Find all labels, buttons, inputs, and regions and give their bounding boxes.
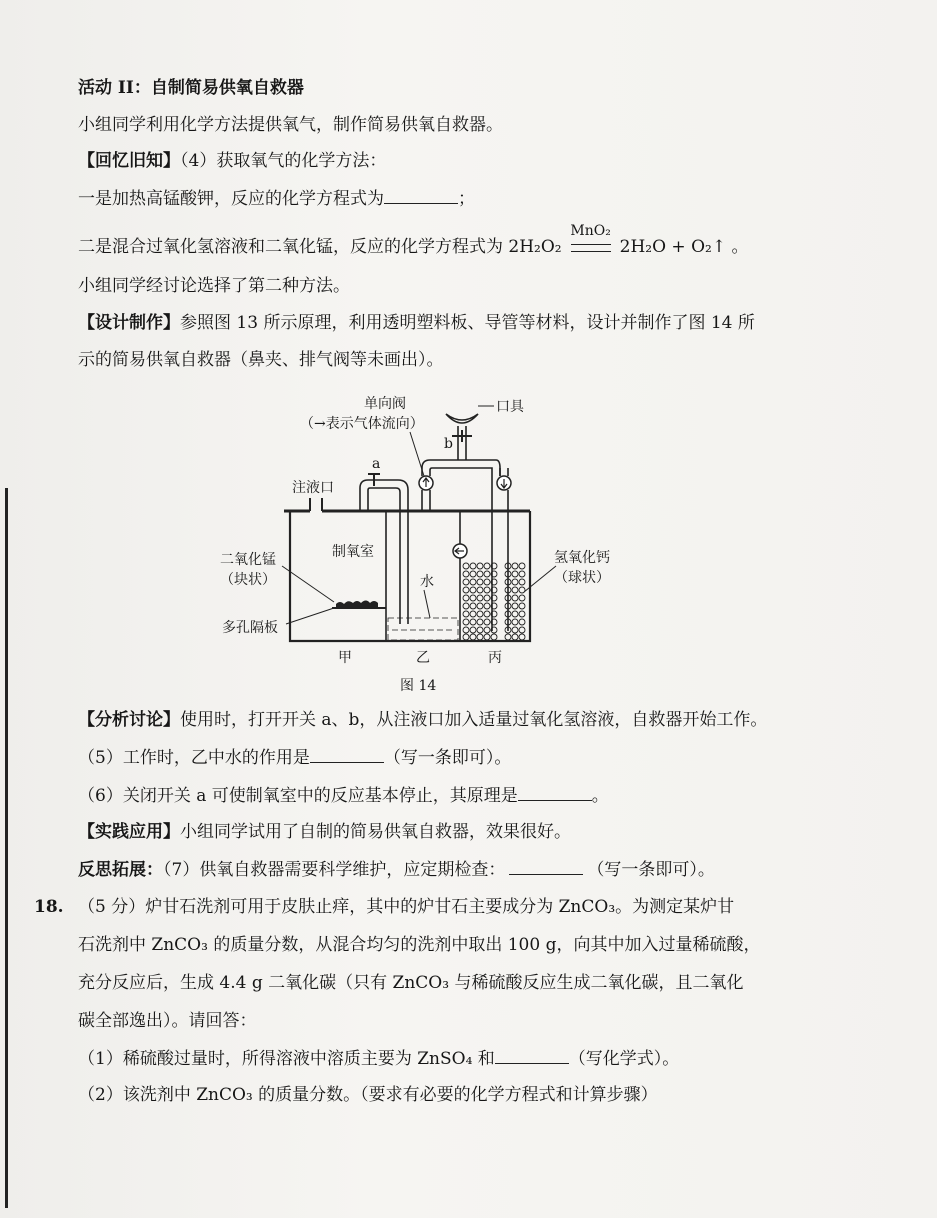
label-partition: 多孔隔板 (222, 620, 278, 636)
catalyst-label: MnO₂ (570, 223, 611, 239)
caoh2-balls (463, 563, 525, 640)
q6-text: （6）关闭开关 a 可使制氧室中的反应基本停止，其原理是 (78, 786, 518, 806)
method2-line (78, 223, 749, 258)
q18-sub1-end: （写化学式）。 (568, 1049, 680, 1069)
method2-text: 二是混合过氧化氢溶液和二氧化锰，反应的化学方程式为 2H₂O₂ (78, 237, 562, 257)
analysis-line (78, 709, 767, 731)
q18-sub2: （2）该洗剂中 ZnCO₃ 的质量分数。（要求有必要的化学方程式和计算步骤） (78, 1085, 658, 1105)
label-caoh2: 氢氧化钙 (554, 550, 610, 566)
answer-blank-18-1[interactable] (495, 1047, 569, 1064)
method1-end: ； (458, 189, 475, 209)
equation-arrow (568, 223, 614, 258)
intro-text: 小组同学利用化学方法提供氧气，制作简易供氧自救器。 (78, 115, 503, 135)
reflect-tag: 反思拓展： (78, 860, 163, 880)
label-valve-note: （→表示气体流向） (300, 416, 424, 432)
switch-b (452, 430, 472, 442)
label-caoh2-form: （球状） (554, 570, 610, 586)
recall-line (78, 150, 386, 172)
q18-line-1: （5 分）炉甘石洗剂可用于皮肤止痒，其中的炉甘石主要成分为 ZnCO₃。为测定某炉甘 (78, 897, 735, 917)
recall-text: （4）获取氧气的化学方法： (180, 151, 387, 171)
answer-blank-7[interactable] (509, 858, 583, 875)
choice-text: 小组同学经讨论选择了第二种方法。 (78, 276, 350, 296)
label-water: 水 (420, 574, 434, 590)
q18-number: 18. (34, 897, 64, 917)
design-line-1 (78, 312, 755, 334)
q5-text: （5）工作时，乙中水的作用是 (78, 748, 310, 768)
label-inlet: 注液口 (292, 480, 334, 496)
margin-line (5, 488, 8, 1208)
q18-line-2: 石洗剂中 ZnCO₃ 的质量分数，从混合均匀的洗剂中取出 100 g，向其中加入过量稀硫酸， (78, 935, 761, 955)
q18-sub1-line (78, 1047, 679, 1070)
answer-blank-5[interactable] (310, 746, 384, 763)
answer-blank-6[interactable] (518, 784, 592, 801)
q18-line-4: 碳全部逸出）。请回答： (78, 1011, 257, 1031)
design-tag: 【设计制作】 (78, 313, 180, 333)
container-outline (290, 511, 530, 641)
q5-line (78, 746, 511, 769)
reflect-text: （7）供氧自救器需要科学维护，应定期检查： (163, 860, 506, 880)
q18-line-3: 充分反应后，生成 4.4 g 二氧化碳（只有 ZnCO₃ 与稀硫酸反应生成二氧化碳，且二氧化 (78, 973, 744, 993)
figure-caption: 图 14 (400, 678, 437, 694)
design-line-2: 示的简易供氧自救器（鼻夹、排气阀等未画出）。 (78, 350, 444, 370)
method1-text: 一是加热高锰酸钾，反应的化学方程式为 (78, 189, 384, 209)
label-mno2: 二氧化锰 (220, 552, 276, 568)
q5-end: （写一条即可）。 (383, 748, 512, 768)
practice-tag: 【实践应用】 (78, 822, 180, 842)
design-text-1: 参照图 13 所示原理，利用透明塑料板、导管等材料，设计并制作了图 14 所 (180, 313, 755, 333)
label-mno2-form: （块状） (220, 572, 276, 588)
reflect-line (78, 858, 715, 881)
practice-line (78, 821, 571, 843)
label-mouthpiece: 口具 (496, 399, 524, 415)
analysis-text: 使用时，打开开关 a、b，从注液口加入适量过氧化氢溶液，自救器开始工作。 (180, 710, 768, 730)
label-switch-b: b (444, 436, 453, 452)
activity-title: 活动 II：自制简易供氧自救器 (78, 78, 304, 98)
q6-end: 。 (591, 786, 609, 806)
method1-line (78, 187, 475, 210)
inlet-port (310, 498, 322, 511)
reflect-end: （写一条即可）。 (587, 860, 715, 880)
q6-line (78, 784, 609, 807)
label-switch-a: a (372, 456, 381, 472)
water-level (388, 618, 458, 640)
mno2-lumps (336, 601, 378, 608)
label-bing: 丙 (488, 650, 502, 666)
label-yi: 乙 (416, 650, 430, 666)
q18-sub1-text: （1）稀硫酸过量时，所得溶液中溶质主要为 ZnSO₄ 和 (78, 1049, 495, 1069)
answer-blank-4[interactable] (384, 187, 458, 204)
label-chamber: 制氧室 (332, 544, 374, 560)
mouthpiece (446, 414, 478, 423)
method2-products: 2H₂O + O₂↑ 。 (619, 237, 749, 257)
analysis-tag: 【分析讨论】 (78, 710, 180, 730)
recall-tag: 【回忆旧知】 (78, 151, 180, 171)
label-valve: 单向阀 (364, 396, 406, 412)
practice-text: 小组同学试用了自制的简易供氧自救器，效果很好。 (180, 822, 571, 842)
figure-14-diagram (210, 386, 650, 696)
label-jia: 甲 (338, 650, 352, 666)
